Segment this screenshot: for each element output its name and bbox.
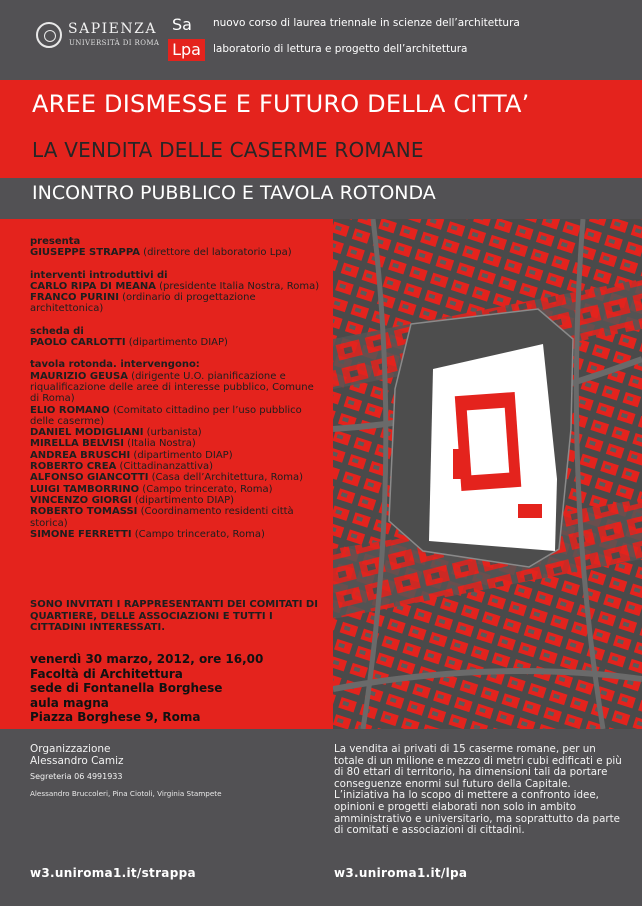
organization-label: Organizzazione bbox=[30, 743, 111, 755]
aerial-map-icon bbox=[333, 219, 642, 729]
speaker-line bbox=[30, 405, 326, 428]
main-title: AREE DISMESSE E FUTURO DELLA CITTA’ bbox=[32, 90, 530, 118]
speaker-line bbox=[30, 438, 326, 449]
speaker-role: (urbanista) bbox=[143, 427, 202, 439]
scheda-label: scheda di bbox=[30, 325, 84, 337]
speaker-name: ANDREA BRUSCHI bbox=[30, 449, 131, 461]
speaker-role: (Casa dell’Architettura, Roma) bbox=[148, 472, 303, 484]
speaker-role: (Coordinamento residenti città storica) bbox=[30, 506, 294, 529]
speaker-name: DANIEL MODIGLIANI bbox=[30, 427, 144, 439]
scheda-role: (dipartimento DIAP) bbox=[125, 337, 228, 349]
presenter-name: GIUSEPPE STRAPPA bbox=[30, 247, 140, 259]
speaker-role: (Campo trincerato, Roma) bbox=[139, 483, 273, 495]
event-type-title: INCONTRO PUBBLICO E TAVOLA ROTONDA bbox=[32, 182, 436, 204]
speaker-role: (dirigente U.O. pianificazione e riqualificazione delle aree di interesse pubblico, Comune di Roma) bbox=[30, 370, 314, 405]
invitation-text: SONO INVITATI I RAPPRESENTANTI DEI COMITATI DI QUARTIERE, DELLE ASSOCIAZIONI E TUTTI I CITTADINI INTERESSATI. bbox=[30, 599, 318, 634]
subtitle: LA VENDITA DELLE CASERME ROMANE bbox=[32, 138, 424, 162]
speaker-name: ALFONSO GIANCOTTI bbox=[30, 472, 149, 484]
lpa-logo: Lpa bbox=[168, 39, 205, 61]
speaker-role: (Comitato cittadino per l’uso pubblico delle caserme) bbox=[30, 404, 302, 427]
sa-logo: Sa bbox=[172, 15, 192, 34]
speaker-name: SIMONE FERRETTI bbox=[30, 528, 132, 540]
aerial-map-image bbox=[333, 219, 642, 729]
event-faculty: Facoltà di Architettura bbox=[30, 666, 183, 681]
organizer-name: Alessandro Camiz bbox=[30, 755, 124, 767]
event-venue: sede di Fontanella Borghese bbox=[30, 681, 223, 695]
event-description: La vendita ai privati di 15 caserme romane, per un totale di un milione e mezzo di metri cubi edificati e più di 80 ettari di territorio, ha dimensioni tali da portare conseguenze enormi sul futuro della Capitale. L’iniziativa ha lo scopo di mettere a confronto idee, opinioni e progetti elaborati non solo in ambito amministrativo e universitario, ma soprattutto da parte di comitati e associazioni di cittadini. bbox=[334, 743, 622, 837]
speaker-role: (Cittadinanzattiva) bbox=[116, 461, 214, 473]
university-subtitle: UNIVERSITÀ DI ROMA bbox=[69, 39, 160, 47]
event-date-time: venerdì 30 marzo, 2012, ore 16,00 bbox=[30, 652, 264, 666]
website-link-lpa[interactable]: w3.uniroma1.it/lpa bbox=[334, 866, 468, 880]
speaker-role: (Italia Nostra) bbox=[124, 438, 196, 450]
speaker-line bbox=[30, 292, 326, 315]
speaker-name: FRANCO PURINI bbox=[30, 292, 119, 304]
speaker-line bbox=[30, 472, 326, 483]
speaker-line bbox=[30, 495, 326, 506]
speaker-name: ELIO ROMANO bbox=[30, 404, 110, 416]
speaker-name: MIRELLA BELVISI bbox=[30, 438, 124, 450]
speaker-line bbox=[30, 506, 326, 529]
speaker-line bbox=[30, 461, 326, 472]
speaker-role: (presidente Italia Nostra, Roma) bbox=[155, 280, 320, 292]
website-link-strappa[interactable]: w3.uniroma1.it/strappa bbox=[30, 866, 196, 880]
speaker-line bbox=[30, 529, 326, 540]
speaker-role: (ordinario di progettazione architettonica) bbox=[30, 292, 256, 315]
event-details bbox=[30, 652, 330, 725]
speaker-line bbox=[30, 281, 326, 292]
speaker-name: ROBERTO CREA bbox=[30, 461, 117, 473]
intro-label: interventi introduttivi di bbox=[30, 269, 168, 281]
presenter-role: (direttore del laboratorio Lpa) bbox=[140, 247, 292, 259]
secretary-phone: Segreteria 06 4991933 bbox=[30, 772, 123, 781]
sapienza-seal-icon bbox=[36, 22, 62, 48]
speaker-line bbox=[30, 484, 326, 495]
speaker-name: VINCENZO GIORGI bbox=[30, 494, 132, 506]
course-line: nuovo corso di laurea triennale in scienze dell’architettura bbox=[213, 17, 520, 29]
speaker-line bbox=[30, 427, 326, 438]
program-list bbox=[30, 236, 326, 551]
event-address: Piazza Borghese 9, Roma bbox=[30, 710, 201, 724]
university-name: SAPIENZA bbox=[68, 21, 157, 37]
speaker-role: (dipartimento DIAP) bbox=[131, 494, 235, 506]
event-room: aula magna bbox=[30, 695, 109, 710]
staff-names: Alessandro Bruccoleri, Pina Ciotoli, Virginia Stampete bbox=[30, 789, 222, 798]
lab-line: laboratorio di lettura e progetto dell’architettura bbox=[213, 43, 468, 55]
speaker-role: (dipartimento DIAP) bbox=[130, 449, 233, 461]
scheda-block bbox=[30, 326, 326, 349]
presenter-line bbox=[30, 247, 326, 258]
speaker-line bbox=[30, 371, 326, 405]
presenter-block bbox=[30, 236, 326, 259]
presenta-label: presenta bbox=[30, 236, 81, 247]
scheda-line bbox=[30, 337, 326, 348]
round-table-block bbox=[30, 359, 326, 540]
speaker-role: (Campo trincerato, Roma) bbox=[131, 528, 265, 540]
speaker-name: LUIGI TAMBORRINO bbox=[30, 483, 140, 495]
round-table-label: tavola rotonda. intervengono: bbox=[30, 359, 200, 371]
scheda-name: PAOLO CARLOTTI bbox=[30, 337, 126, 349]
speaker-line bbox=[30, 450, 326, 461]
intro-block bbox=[30, 270, 326, 315]
speaker-name: CARLO RIPA DI MEANA bbox=[30, 280, 156, 292]
speaker-name: ROBERTO TOMASSI bbox=[30, 506, 138, 518]
speaker-name: MAURIZIO GEUSA bbox=[30, 370, 128, 382]
